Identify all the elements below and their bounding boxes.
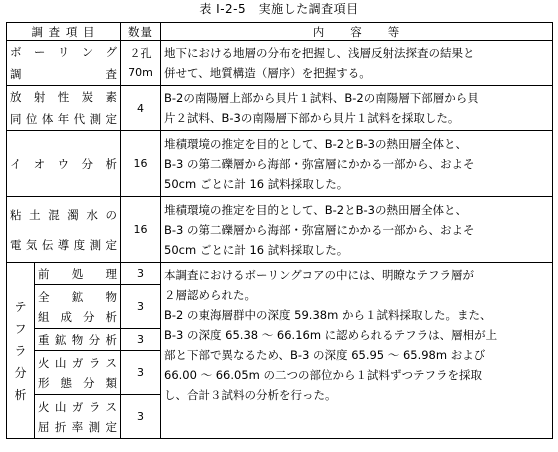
tephra-sub-5-line1: 火山ガラス bbox=[38, 399, 117, 414]
tephra-group-char-4: 分 bbox=[14, 365, 27, 380]
qty-radiocarbon: 4 bbox=[121, 86, 161, 131]
row-conductivity bbox=[7, 197, 553, 263]
tephra-group-char-1: テ bbox=[14, 299, 27, 314]
desc-boring-line1: 地下における地層の分布を把握し、浅層反射法探査の結果と bbox=[164, 46, 475, 60]
row-boring bbox=[7, 41, 553, 86]
qty-tephra-5: 3 bbox=[121, 395, 161, 439]
desc-tephra-line5: 部と下部で異なるため、B-3 の深度 65.95 ～ 65.98m および bbox=[164, 348, 486, 362]
desc-radiocarbon-line2: 片２試料、B-3の南陽層下部から貝片１試料を採取した。 bbox=[164, 111, 460, 125]
item-radiocarbon-line2: 同位体年代測定 bbox=[10, 112, 117, 126]
desc-conductivity-line1: 堆積環境の推定を目的として、B-2とB-3の熱田層全体と、 bbox=[164, 202, 467, 217]
item-sulfur: イオウ分析 bbox=[7, 131, 121, 197]
desc-boring bbox=[161, 41, 553, 86]
desc-conductivity-line3: 50cm ごとに計 16 試料採取した。 bbox=[164, 242, 349, 257]
desc-tephra-line6: 66.00 ～ 66.05m の二つの部位から１試料ずつテフラを採取 bbox=[164, 368, 483, 382]
tephra-group-char-5: 析 bbox=[14, 387, 27, 402]
desc-tephra bbox=[161, 263, 553, 439]
desc-sulfur-line3: 50cm ごとに計 16 試料採取した。 bbox=[164, 176, 349, 191]
qty-boring bbox=[121, 41, 161, 86]
item-boring bbox=[7, 41, 121, 86]
qty-tephra-2: 3 bbox=[121, 285, 161, 329]
desc-tephra-line2: ２層認められた。 bbox=[164, 288, 256, 302]
item-radiocarbon-line1: 放射性炭素 bbox=[10, 90, 117, 104]
header-row bbox=[7, 23, 553, 41]
header-item: 調 査 項 目 bbox=[7, 23, 121, 41]
desc-sulfur-line1: 堆積環境の推定を目的として、B-2とB-3の熱田層全体と、 bbox=[164, 136, 467, 151]
qty-conductivity: 16 bbox=[121, 197, 161, 263]
header-qty: 数量 bbox=[121, 23, 161, 41]
qty-tephra-4: 3 bbox=[121, 351, 161, 395]
header-desc: 内 容 等 bbox=[161, 23, 553, 41]
survey-items-table bbox=[6, 22, 553, 439]
qty-boring-line1: ２孔 bbox=[129, 47, 152, 60]
desc-tephra-line1: 本調査におけるボーリングコアの中には、明瞭なテフラ層が bbox=[164, 268, 475, 282]
qty-sulfur: 16 bbox=[121, 131, 161, 197]
tephra-sub-5 bbox=[35, 395, 121, 439]
tephra-sub-2-line1: 全 鉱 物 bbox=[38, 289, 117, 304]
item-conductivity bbox=[7, 197, 121, 263]
tephra-sub-3 bbox=[35, 329, 121, 351]
desc-radiocarbon bbox=[161, 86, 553, 131]
item-boring-line2: 調 査 bbox=[10, 67, 117, 81]
tephra-sub-1 bbox=[35, 263, 121, 285]
tephra-group-char-3: ラ bbox=[14, 343, 27, 358]
row-sulfur bbox=[7, 131, 553, 197]
qty-tephra-1: 3 bbox=[121, 263, 161, 285]
tephra-sub-4-line1: 火山ガラス bbox=[38, 355, 117, 370]
tephra-sub-3-line1: 重鉱物分析 bbox=[38, 332, 117, 347]
row-radiocarbon bbox=[7, 86, 553, 131]
item-conductivity-line2: 電気伝導度測定 bbox=[10, 237, 117, 252]
desc-sulfur-line2: B-3 の第二礫層から海部・弥富層にかかる一部から、およそ bbox=[164, 156, 475, 171]
desc-tephra-line3: B-2 の東海層群中の深度 59.38m から１試料採取した。また、 bbox=[164, 308, 492, 322]
desc-sulfur bbox=[161, 131, 553, 197]
qty-tephra-3: 3 bbox=[121, 329, 161, 351]
tephra-sub-5-line2: 屈折率測定 bbox=[38, 419, 117, 434]
tephra-sub-2-line2: 組成分析 bbox=[38, 309, 117, 324]
item-conductivity-line1: 粘土混濁水の bbox=[10, 207, 117, 222]
table-caption: 表 I-2-5 実施した調査項目 bbox=[199, 2, 359, 16]
qty-boring-line2: 70m bbox=[128, 66, 153, 79]
desc-radiocarbon-line1: B-2の南陽層上部から貝片１試料、B-2の南陽層下部層から貝 bbox=[164, 91, 479, 105]
tephra-group-char-2: フ bbox=[14, 321, 27, 336]
item-radiocarbon bbox=[7, 86, 121, 131]
tephra-sub-1-line1: 前 処 理 bbox=[38, 266, 117, 281]
row-tephra-1 bbox=[7, 263, 553, 285]
tephra-sub-2 bbox=[35, 285, 121, 329]
desc-conductivity bbox=[161, 197, 553, 263]
desc-conductivity-line2: B-3 の第二礫層から海部・弥富層にかかる一部から、およそ bbox=[164, 222, 475, 237]
item-boring-line1: ボーリング bbox=[10, 45, 117, 59]
desc-boring-line2: 併せて、地質構造（層序）を把握する。 bbox=[164, 66, 371, 80]
tephra-sub-4 bbox=[35, 351, 121, 395]
tephra-group-label bbox=[7, 263, 35, 439]
tephra-sub-4-line2: 形態分類 bbox=[38, 375, 117, 390]
desc-tephra-line4: B-3 の深度 65.38 ～ 66.16m に認められるテフラは、層相が上 bbox=[164, 328, 498, 342]
desc-tephra-line7: し、合計３試料の分析を行った。 bbox=[164, 388, 337, 402]
